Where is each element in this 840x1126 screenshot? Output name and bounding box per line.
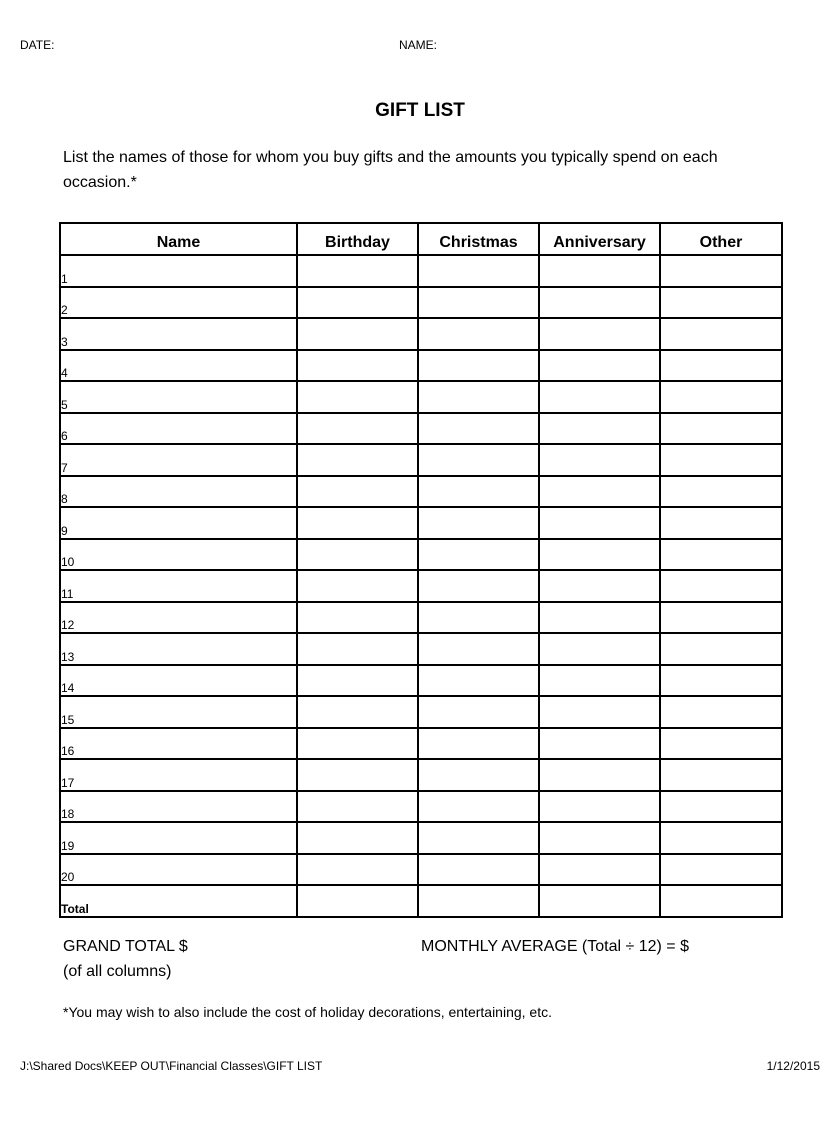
amount-cell[interactable] bbox=[539, 413, 660, 445]
amount-cell[interactable] bbox=[539, 854, 660, 886]
row-number-cell[interactable]: 11 bbox=[60, 570, 297, 602]
amount-cell[interactable] bbox=[539, 476, 660, 508]
amount-cell[interactable] bbox=[418, 633, 539, 665]
amount-cell[interactable] bbox=[297, 318, 418, 350]
amount-cell[interactable] bbox=[297, 602, 418, 634]
table-row bbox=[60, 350, 782, 382]
table-row bbox=[60, 570, 782, 602]
amount-cell[interactable] bbox=[297, 570, 418, 602]
amount-cell[interactable] bbox=[418, 728, 539, 760]
amount-cell[interactable] bbox=[418, 381, 539, 413]
row-number-cell[interactable]: 4 bbox=[60, 350, 297, 382]
amount-cell[interactable] bbox=[418, 602, 539, 634]
row-number-cell[interactable]: 18 bbox=[60, 791, 297, 823]
amount-cell[interactable] bbox=[297, 507, 418, 539]
amount-cell[interactable] bbox=[297, 665, 418, 697]
table-row bbox=[60, 759, 782, 791]
amount-cell[interactable] bbox=[418, 759, 539, 791]
row-number-cell[interactable]: 20 bbox=[60, 854, 297, 886]
table-header-row bbox=[60, 223, 782, 255]
amount-cell[interactable] bbox=[660, 381, 782, 413]
table-row bbox=[60, 602, 782, 634]
amount-cell[interactable] bbox=[297, 633, 418, 665]
table-row bbox=[60, 791, 782, 823]
table-row bbox=[60, 444, 782, 476]
amount-cell[interactable] bbox=[297, 854, 418, 886]
amount-cell[interactable] bbox=[297, 759, 418, 791]
amount-cell[interactable] bbox=[660, 570, 782, 602]
row-number-cell[interactable]: 12 bbox=[60, 602, 297, 634]
grand-total-label: GRAND TOTAL $ bbox=[63, 938, 188, 955]
table-row bbox=[60, 728, 782, 760]
amount-cell[interactable] bbox=[539, 696, 660, 728]
amount-cell[interactable] bbox=[660, 822, 782, 854]
grand-total bbox=[63, 934, 188, 984]
amount-cell[interactable] bbox=[539, 507, 660, 539]
gift-table bbox=[59, 222, 783, 918]
amount-cell[interactable] bbox=[297, 381, 418, 413]
row-number-cell[interactable]: 17 bbox=[60, 759, 297, 791]
table-row bbox=[60, 318, 782, 350]
amount-cell[interactable] bbox=[418, 255, 539, 287]
amount-cell[interactable] bbox=[660, 759, 782, 791]
amount-cell[interactable] bbox=[418, 318, 539, 350]
amount-cell[interactable] bbox=[539, 728, 660, 760]
amount-cell[interactable] bbox=[539, 822, 660, 854]
column-header-birthday: Birthday bbox=[297, 223, 418, 255]
amount-cell[interactable] bbox=[418, 287, 539, 319]
amount-cell[interactable] bbox=[660, 854, 782, 886]
total-amount-cell[interactable] bbox=[539, 885, 660, 917]
amount-cell[interactable] bbox=[297, 255, 418, 287]
row-number-cell[interactable]: 2 bbox=[60, 287, 297, 319]
amount-cell[interactable] bbox=[418, 570, 539, 602]
amount-cell[interactable] bbox=[418, 350, 539, 382]
column-header-christmas: Christmas bbox=[418, 223, 539, 255]
row-number-cell[interactable]: 14 bbox=[60, 665, 297, 697]
row-number-cell[interactable]: 5 bbox=[60, 381, 297, 413]
amount-cell[interactable] bbox=[660, 507, 782, 539]
amount-cell[interactable] bbox=[539, 539, 660, 571]
table-row bbox=[60, 633, 782, 665]
footer-file-path: J:\Shared Docs\KEEP OUT\Financial Classes\GIFT LIST bbox=[20, 1059, 323, 1073]
amount-cell[interactable] bbox=[539, 665, 660, 697]
amount-cell[interactable] bbox=[418, 444, 539, 476]
table-row bbox=[60, 413, 782, 445]
amount-cell[interactable] bbox=[539, 318, 660, 350]
table-row bbox=[60, 287, 782, 319]
table-row bbox=[60, 665, 782, 697]
amount-cell[interactable] bbox=[418, 854, 539, 886]
row-number-cell[interactable]: 1 bbox=[60, 255, 297, 287]
gift-table-body bbox=[60, 255, 782, 917]
row-number-cell[interactable]: 7 bbox=[60, 444, 297, 476]
table-row bbox=[60, 696, 782, 728]
amount-cell[interactable] bbox=[297, 476, 418, 508]
amount-cell[interactable] bbox=[660, 665, 782, 697]
amount-cell[interactable] bbox=[297, 822, 418, 854]
amount-cell[interactable] bbox=[660, 444, 782, 476]
total-amount-cell[interactable] bbox=[297, 885, 418, 917]
row-number-cell[interactable]: 6 bbox=[60, 413, 297, 445]
monthly-average-label: MONTHLY AVERAGE (Total ÷ 12) = $ bbox=[421, 938, 689, 955]
amount-cell[interactable] bbox=[660, 696, 782, 728]
amount-cell[interactable] bbox=[660, 602, 782, 634]
table-row bbox=[60, 822, 782, 854]
total-row bbox=[60, 885, 782, 917]
amount-cell[interactable] bbox=[539, 381, 660, 413]
column-header-other: Other bbox=[660, 223, 782, 255]
table-row bbox=[60, 381, 782, 413]
table-row bbox=[60, 507, 782, 539]
amount-cell[interactable] bbox=[539, 287, 660, 319]
amount-cell[interactable] bbox=[660, 539, 782, 571]
amount-cell[interactable] bbox=[539, 255, 660, 287]
amount-cell[interactable] bbox=[539, 759, 660, 791]
amount-cell[interactable] bbox=[660, 255, 782, 287]
amount-cell[interactable] bbox=[297, 696, 418, 728]
row-number-cell[interactable]: 16 bbox=[60, 728, 297, 760]
row-number-cell[interactable]: 3 bbox=[60, 318, 297, 350]
row-number-cell[interactable]: 8 bbox=[60, 476, 297, 508]
total-amount-cell[interactable] bbox=[418, 885, 539, 917]
page-title: GIFT LIST bbox=[375, 100, 465, 121]
amount-cell[interactable] bbox=[660, 476, 782, 508]
date-label: DATE: bbox=[20, 38, 55, 52]
name-label: NAME: bbox=[399, 38, 438, 52]
table-row bbox=[60, 476, 782, 508]
amount-cell[interactable] bbox=[418, 476, 539, 508]
amount-cell[interactable] bbox=[418, 507, 539, 539]
amount-cell[interactable] bbox=[660, 791, 782, 823]
amount-cell[interactable] bbox=[539, 444, 660, 476]
amount-cell[interactable] bbox=[539, 570, 660, 602]
amount-cell[interactable] bbox=[418, 539, 539, 571]
total-label-cell[interactable]: Total bbox=[60, 885, 297, 917]
amount-cell[interactable] bbox=[297, 350, 418, 382]
amount-cell[interactable] bbox=[297, 791, 418, 823]
amount-cell[interactable] bbox=[660, 413, 782, 445]
amount-cell[interactable] bbox=[660, 350, 782, 382]
row-number-cell[interactable]: 19 bbox=[60, 822, 297, 854]
amount-cell[interactable] bbox=[418, 822, 539, 854]
row-number-cell[interactable]: 9 bbox=[60, 507, 297, 539]
grand-total-subtext: (of all columns) bbox=[63, 963, 172, 980]
amount-cell[interactable] bbox=[418, 696, 539, 728]
amount-cell[interactable] bbox=[297, 287, 418, 319]
amount-cell[interactable] bbox=[539, 602, 660, 634]
footer-date: 1/12/2015 bbox=[766, 1059, 820, 1073]
column-header-anniversary: Anniversary bbox=[539, 223, 660, 255]
amount-cell[interactable] bbox=[297, 413, 418, 445]
row-number-cell[interactable]: 15 bbox=[60, 696, 297, 728]
amount-cell[interactable] bbox=[539, 350, 660, 382]
table-row bbox=[60, 539, 782, 571]
table-row bbox=[60, 854, 782, 886]
amount-cell[interactable] bbox=[660, 318, 782, 350]
intro-text: List the names of those for whom you buy gifts and the amounts you typically spend on each occasion.* bbox=[63, 149, 718, 191]
amount-cell[interactable] bbox=[660, 728, 782, 760]
amount-cell[interactable] bbox=[418, 665, 539, 697]
table-row bbox=[60, 255, 782, 287]
footnote: *You may wish to also include the cost of holiday decorations, entertaining, etc. bbox=[63, 1004, 552, 1020]
amount-cell[interactable] bbox=[418, 413, 539, 445]
amount-cell[interactable] bbox=[539, 633, 660, 665]
amount-cell[interactable] bbox=[418, 791, 539, 823]
amount-cell[interactable] bbox=[297, 539, 418, 571]
total-amount-cell[interactable] bbox=[660, 885, 782, 917]
amount-cell[interactable] bbox=[297, 444, 418, 476]
amount-cell[interactable] bbox=[297, 728, 418, 760]
amount-cell[interactable] bbox=[539, 791, 660, 823]
amount-cell[interactable] bbox=[660, 633, 782, 665]
row-number-cell[interactable]: 13 bbox=[60, 633, 297, 665]
amount-cell[interactable] bbox=[660, 287, 782, 319]
column-header-name: Name bbox=[60, 223, 297, 255]
row-number-cell[interactable]: 10 bbox=[60, 539, 297, 571]
